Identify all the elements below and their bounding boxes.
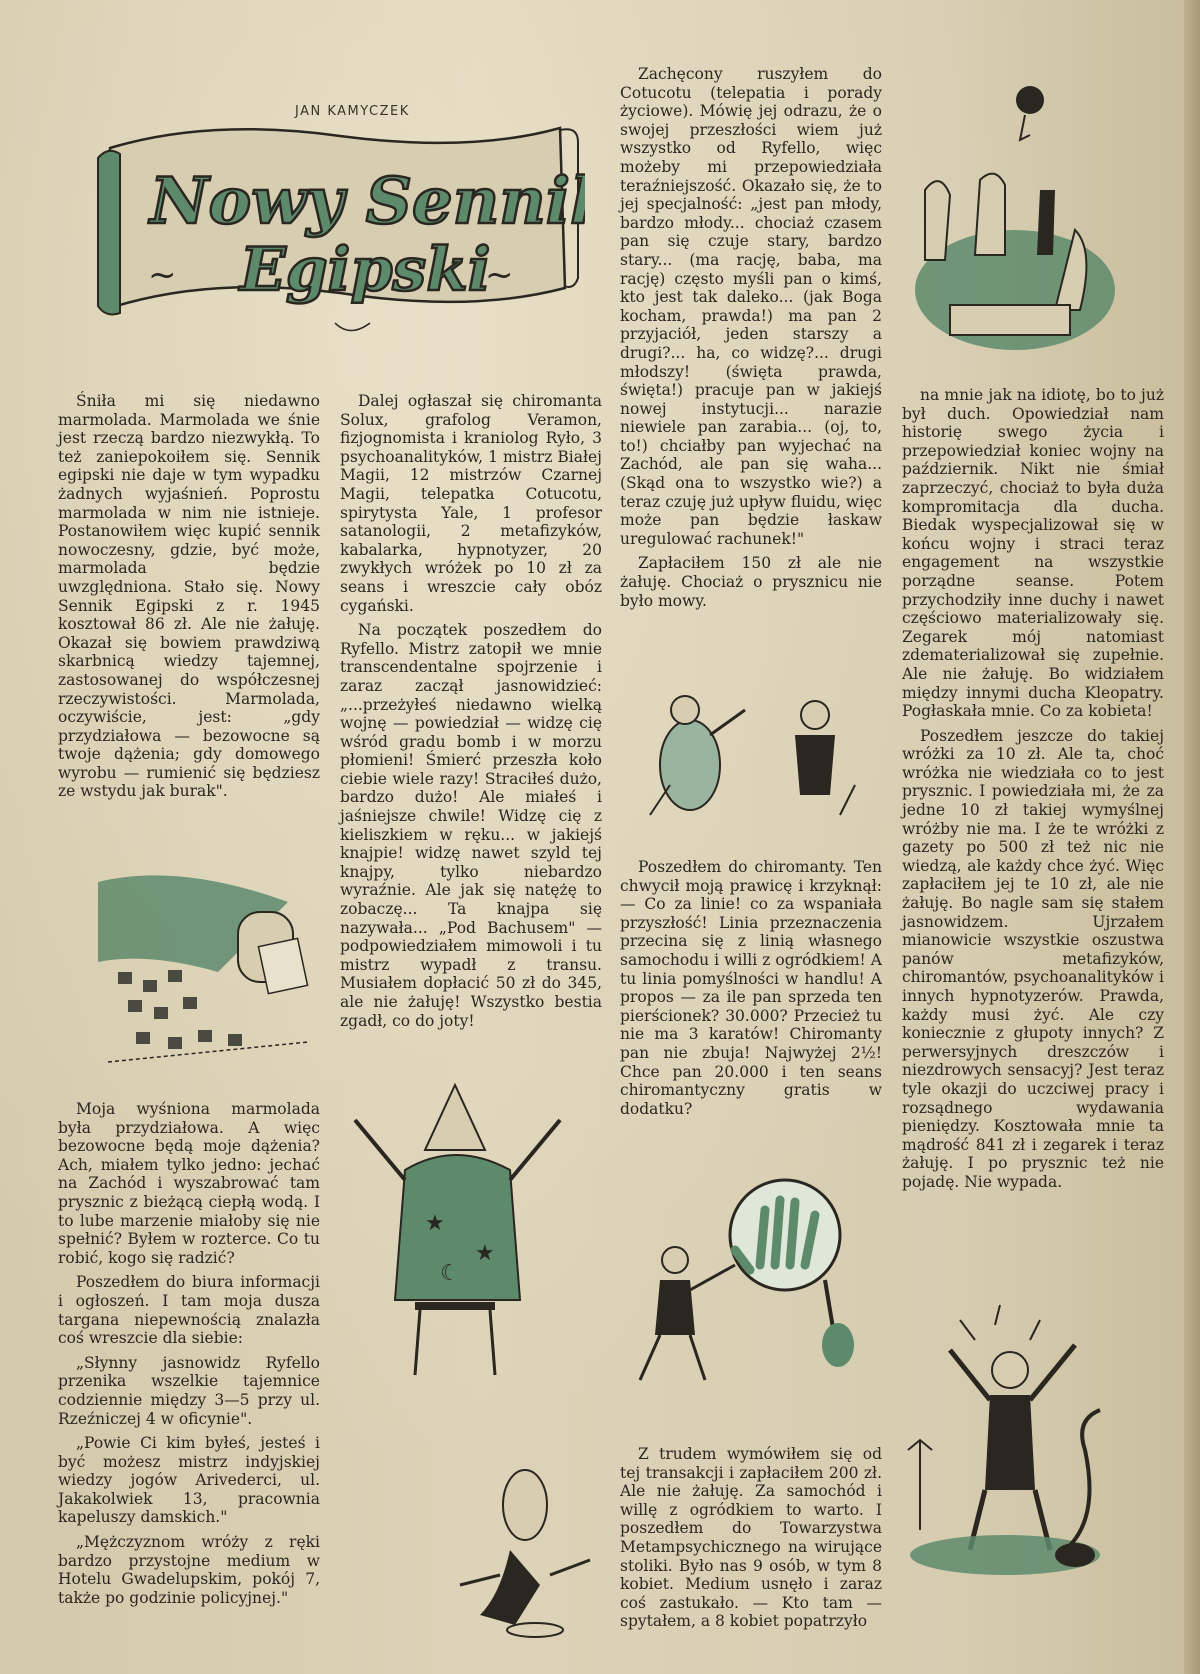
column-1-bottom bbox=[58, 1100, 320, 1613]
paragraph: Poszedłem do chiromanty. Ten chwycił moją prawicę i krzyknął: — Co za linie! co za wspaniała przyszłość! Linia przeznaczenia przecina się z linią własnego samochodu i willi z ogródkiem! A tu linia pomyślności w handlu! A propos — za ile pan sprzeda ten pierścionek? 30.000? Przecież tu nie ma 3 karatów! Chiromanty pan nie zbuja! Najwyżej 2½! Chce pan 20.000 i ten seans chiromantyczny gratis w dodatku? bbox=[620, 858, 882, 1118]
illustration-fortune-teller bbox=[630, 675, 870, 830]
scroll-banner-graphic bbox=[90, 118, 585, 343]
svg-text:★: ★ bbox=[475, 1241, 495, 1266]
paragraph: „Powie Ci kim byłeś, jesteś i być możesz mistrz indyjskiej wiedzy jogów Arivederci, ul. Jakakolwiek 13, pracownia kapeluszy damskich." bbox=[58, 1434, 320, 1527]
column-4 bbox=[902, 386, 1164, 1198]
paragraph: Zapłaciłem 150 zł ale nie żałuję. Chociaż o prysznicu nie było mowy. bbox=[620, 554, 882, 610]
column-2 bbox=[340, 392, 602, 1036]
paragraph: Na początek poszedłem do Ryfello. Mistrz zatopił we mnie transcendentalne spojrzenie i zaraz zaczął jasnowidzieć: „...przeżyłeś niedawno wielką wojnę — powiedział — widzę cię wśród gradu bomb i w morzu płomieni! Śmierć przeszła koło ciebie wiele razy! Straciłeś dużo, bardzo dużo! Ale miałeś i jaśniejsze chwile! Widzę cię z kieliszkiem w ręku... w jakiejś knajpie! widzę nawet szyld tej knajpy, tylko niebardzo wyraźnie. Ale jak się natężę to zobaczę... Ta knajpa się nazywała... „Pod Bachusem" — podpowiedziałem mimowoli i tu mistrz wypadł z transu. Musiałem dopłacić 50 zł do 345, ale nie żałuję! Wszystko bestia zgadł, co do joty! bbox=[340, 621, 602, 1030]
svg-text:☾: ☾ bbox=[440, 1261, 460, 1286]
paragraph: „Słynny jasnowidz Ryfello przenika wszelkie tajemnice codziennie między 3—5 przy ul. Rzeźniczej 4 w oficynie". bbox=[58, 1353, 320, 1428]
column-3-mid bbox=[620, 858, 882, 1124]
paragraph: Moja wyśniona marmolada była przydziałowa. A więc bezowocne będą moje dążenia? Ach, miałem tylko jedno: jechać na Zachód i wyszabrować tam prysznic z bieżącą ciepłą wodą. I to lube marzenie miałoby się nie spełnić? Byłem w rozterce. Co tu robić, kogo się radzić? bbox=[58, 1100, 320, 1267]
title-line-2: Egipski bbox=[240, 235, 491, 305]
paragraph: „Mężczyznom wróży z ręki bardzo przystojne medium w Hotelu Gwadelupskim, pokój 7, także po godzinie policyjnej." bbox=[58, 1533, 320, 1607]
paragraph: Z trudem wymówiłem się od tej transakcji i zapłaciłem 200 zł. Ale nie żałuję. Za samochód i willę z ogródkiem to warto. I poszedłem do Towarzystwa Metampsychicznego na wirujące stoliki. Było nas 9 osób, w tym 8 kobiet. Medium usnęło i zaraz coś zastukało. — Kto tam — spytałem, a 8 kobiet popatrzyło bbox=[620, 1445, 882, 1631]
paragraph: Poszedłem jeszcze do takiej wróżki za 10 zł. Ale ta, choć wróżka nie wiedziała co to jest prysznic. I powiedziała mi, że za jedne 10 zł takiej wymyślnej wróżby nie ma. I że te wróżki z gazety po 500 zł też nic nie wiedzą, ale każdy chce żyć. Więc zapłaciłem jej te 10 zł, ale nie żałuję. Bo nagle sam się stałem jasnowidzem. Ujrzałem mianowicie wszystkie oszustwa panów metafizyków, chiromantów, psychoanalityków i innych hypnotyzerów. Prawda, każdy musi żyć. Ale czy koniecznie z głupoty innych? Z perwersyjnych dreszczów i niezdrowych sensacyj? Jest teraz tyle okazji do uczciwej pracy i rozsądnego wydawania pieniędzy. Kosztowała mnie ta mądrość 841 zł i zegarek i teraz żałuję. I po prysznic też nie pojadę. Nie wypada. bbox=[902, 726, 1164, 1191]
illustration-seance bbox=[905, 80, 1115, 360]
paragraph: Śniła mi się niedawno marmolada. Marmolada we śnie jest rzeczą bardzo niezwykłą. To też zaniepokoiłem się. Sennik egipski nie daje w tym wypadku żadnych wyjaśnień. Poprostu marmolada w nim nie istnieje. Postanowiłem więc kupić sennik nowoczesny, gdzie, być może, marmolada będzie uwzględniona. Stało się. Nowy Sennik Egipski z r. 1945 kosztował 86 zł. Ale nie żałuję. Okazał się bowiem prawdziwą skarbnicą wiedzy tajemnej, zastosowanej do współczesnej rzeczywistości. Marmolada, oczywiście, jest: „gdy przydziałowa — bezowocne są twoje dążenia; gdy domowego wyrobu — rumienić się będziesz ze wstydu jak burak". bbox=[58, 392, 320, 801]
svg-text:★: ★ bbox=[425, 1211, 445, 1236]
title-line-1: Nowy Sennik bbox=[150, 164, 585, 239]
svg-text:~: ~ bbox=[485, 255, 514, 295]
illustration-palm-reader bbox=[620, 1170, 870, 1385]
illustration-reader-cards bbox=[88, 862, 320, 1072]
column-1-top bbox=[58, 392, 320, 807]
page-edge bbox=[1184, 0, 1200, 1674]
title-banner bbox=[90, 118, 585, 343]
paragraph: Poszedłem do biura informacji i ogłoszeń. I tam moja dusza targana niepewnością znalazła coś wreszcie dla siebie: bbox=[58, 1273, 320, 1348]
column-3-bottom bbox=[620, 1445, 882, 1637]
illustration-wizard bbox=[345, 1080, 575, 1380]
illustration-enlightened-man bbox=[900, 1300, 1115, 1580]
illustration-falling-man bbox=[440, 1465, 600, 1665]
paragraph: Dalej ogłaszał się chiromanta Solux, grafolog Veramon, fizjognomista i kraniolog Ryło, 3 psychoanalityków, 1 mistrz Białej Magii, 12 mistrzów Czarnej Magii, telepatka Cotucotu, spirytysta Yale, 1 profesor satanologii, 2 metafizyków, kabalarka, hypnotyzer, 20 zwykłych wróżek po 10 zł za seans i wreszcie cały obóz cygański. bbox=[340, 392, 602, 615]
svg-text:~: ~ bbox=[148, 255, 177, 295]
author-byline: JAN KAMYCZEK bbox=[295, 104, 410, 119]
column-3-top bbox=[620, 65, 882, 616]
paragraph: na mnie jak na idiotę, bo to już był duch. Opowiedział nam historię swego życia i przepowiedział koniec wojny na październik. Nikt nie śmiał zaprzeczyć, chociaż to była duża kompromitacja dla ducha. Biedak wyspecjalizował się w końcu wojny i straci teraz engagement na wszystkie porządne seanse. Potem przychodziły inne duchy i nawet częściowo materializowały się. Zegarek mój natomiast zdematerializował się zupełnie. Ale nie żałuję. Bo widziałem między innymi ducha Kleopatry. Pogłaskała mnie. Co za kobieta! bbox=[902, 386, 1164, 721]
paragraph: Zachęcony ruszyłem do Cotucotu (telepatia i porady życiowe). Mówię jej odrazu, że o swojej przeszłości wiem już wszystko od Ryfello, więc możeby mi przepowiedziała teraźniejszość. Okazało się, że to jej specjalność: „jest pan młody, bardzo młody... chociaż czasem pan się czuje stary, bardzo stary... (ma rację, baba, ma rację) często myśli pan o kimś, kto jest tak daleko... (jak Boga kocham, prawda!) ma pan 2 przyjaciół, jeden starszy a drugi?... ha, co widzę?... drugi młodszy! (święta prawda, święta!) pracuje pan w jakiejś nowej instytucji... narazie niewiele pan zarabia... (oj, to, to!) chciałby pan wyjechać na Zachód, ale pan się waha... (Skąd ona to wszystko wie?) a teraz czuję już upływ fluidu, więc może pan będzie łaskaw uregulować rachunek!" bbox=[620, 65, 882, 548]
